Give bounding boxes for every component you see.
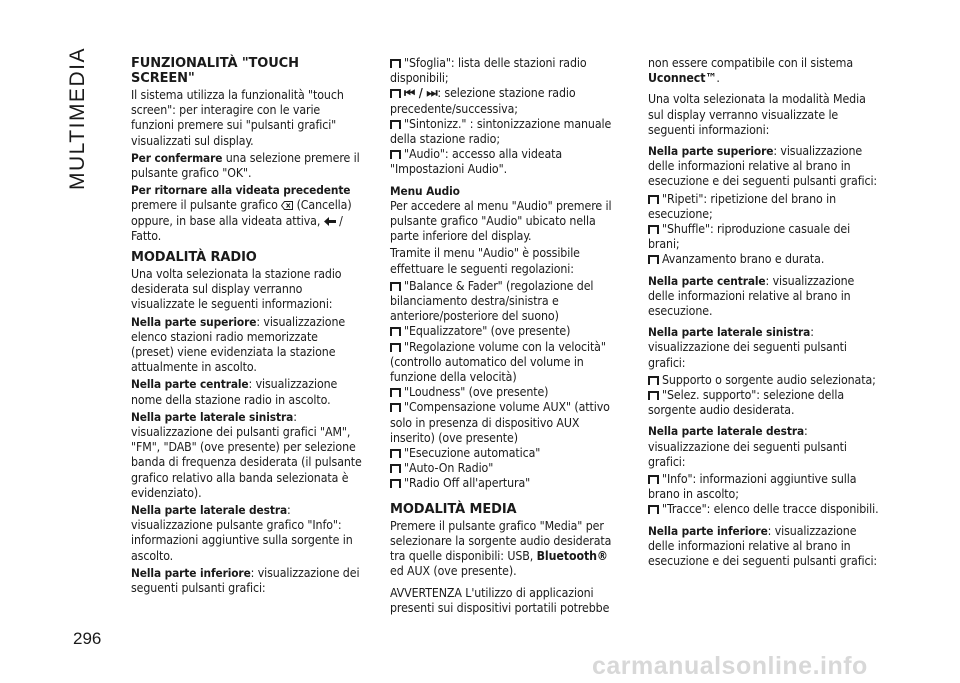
paragraph-warning: AVVERTENZA L'utilizzo di applicazioni presenti sui dispositivi portatili potrebbe bbox=[390, 585, 610, 615]
list-item-text: : selezione stazione radio precedente/successiva; bbox=[390, 86, 576, 116]
list-item-source bbox=[648, 373, 880, 388]
list-item-text: "Audio": accesso alla videata "Impostazioni Audio". bbox=[390, 147, 563, 177]
list-item-aux-volume bbox=[390, 400, 620, 446]
paragraph-radio-intro: Una volta selezionata la stazione radio desiderata sul display verranno visualizzate le seguenti informazioni: bbox=[131, 267, 342, 312]
list-item-progress bbox=[648, 252, 880, 267]
bullet-icon bbox=[648, 193, 659, 202]
label-radio-center: Nella parte centrale bbox=[131, 377, 249, 392]
prev-next-icons: ⏮ / ⏭ bbox=[404, 86, 438, 101]
text-compat-b: . bbox=[716, 71, 720, 86]
paragraph-audio-access: Per accedere al menu "Audio" premere il pulsante grafico "Audio" ubicato nella parte inferiore del display. bbox=[390, 198, 612, 244]
bullet-icon bbox=[390, 477, 401, 486]
list-item-text: "Loudness" (ove presente) bbox=[404, 385, 549, 400]
heading-radio-mode: MODALITÀ RADIO bbox=[131, 250, 257, 266]
text-radio-upper: : visualizzazione elenco stazioni radio memorizzate (preset) viene evidenziata la stazione attualmente in ascolto. bbox=[131, 314, 346, 375]
text-back-c: / Fatto. bbox=[131, 213, 343, 243]
list-item-text: "Regolazione volume con la velocità" (controllo automatico del volume in funzione della velocità) bbox=[390, 339, 606, 385]
bullet-icon bbox=[648, 389, 659, 398]
paragraph-compat bbox=[648, 56, 880, 86]
list-item-balance bbox=[390, 279, 620, 325]
label-media-left: Nella parte laterale sinistra bbox=[648, 325, 811, 340]
list-item-select-source bbox=[648, 388, 880, 418]
cancel-icon bbox=[281, 198, 293, 212]
column-1 bbox=[131, 56, 363, 598]
text-confirm: una selezione premere il pulsante grafico "OK". bbox=[131, 150, 360, 181]
list-item-radio-off bbox=[390, 476, 620, 491]
text-uconnect: Uconnect™ bbox=[648, 71, 717, 86]
list-item-text: "Selez. supporto": selezione della sorgente audio desiderata. bbox=[648, 388, 845, 418]
text-media-a: Premere il pulsante grafico "Media" per selezionare la sorgente audio desiderata tra quelle disponibili: USB, bbox=[390, 518, 612, 564]
text-bluetooth: Bluetooth® bbox=[536, 549, 608, 564]
paragraph-touch-intro: Il sistema utilizza la funzionalità "touch screen": per interagire con le varie funzioni premere sui "pulsanti grafici" visualizzati sul display. bbox=[131, 88, 344, 148]
list-item-tracks bbox=[648, 502, 880, 517]
paragraph-confirm bbox=[131, 151, 363, 181]
list-item-text: "Ripeti": ripetizione del brano in esecuzione; bbox=[648, 191, 837, 221]
text-compat-a: non essere compatibile con il sistema bbox=[648, 56, 854, 70]
list-item-prev-next bbox=[390, 86, 620, 116]
list-item-repeat bbox=[648, 192, 880, 222]
list-item-tune bbox=[390, 117, 620, 147]
list-item-speed-volume bbox=[390, 340, 620, 386]
paragraph-radio-lower bbox=[131, 566, 363, 596]
label-media-right: Nella parte laterale destra bbox=[648, 424, 805, 439]
bullet-icon bbox=[390, 401, 401, 410]
heading-touch-screen: FUNZIONALITÀ "TOUCH SCREEN" bbox=[131, 56, 299, 86]
heading-media-mode: MODALITÀ MEDIA bbox=[390, 501, 517, 517]
paragraph-media-select bbox=[390, 519, 620, 580]
bullet-icon bbox=[390, 57, 401, 66]
page-number: 296 bbox=[73, 629, 102, 648]
label-back: Per ritornare alla videata precedente bbox=[131, 183, 351, 198]
text-radio-center: : visualizzazione nome della stazione radio in ascolto. bbox=[131, 377, 338, 407]
list-item-text: "Tracce": elenco delle tracce disponibili. bbox=[662, 502, 879, 517]
list-item-text: "Compensazione volume AUX" (attivo solo in presenza di dispositivo AUX inserito) (ove presente) bbox=[390, 400, 610, 445]
list-item-text: "Balance & Fader" (regolazione del bilanciamento destra/sinistra e anteriore/posteriore del suono) bbox=[390, 278, 594, 324]
text-media-left: : visualizzazione dei seguenti pulsanti grafici: bbox=[648, 325, 847, 370]
paragraph-radio-right bbox=[131, 503, 363, 564]
text-radio-right: : visualizzazione pulsante grafico "Info": informazioni aggiuntive sulla sorgente in ascolto. bbox=[131, 503, 353, 563]
bullet-icon bbox=[390, 87, 401, 96]
list-item-text: "Esecuzione automatica" bbox=[404, 446, 541, 461]
list-item-info bbox=[648, 472, 880, 502]
paragraph-media-lower bbox=[648, 524, 880, 570]
section-side-title: MULTIMEDIA bbox=[66, 47, 89, 190]
bullet-icon bbox=[390, 325, 401, 334]
bullet-icon bbox=[390, 280, 401, 289]
paragraph-radio-left bbox=[131, 410, 363, 501]
bullet-icon bbox=[390, 148, 401, 157]
paragraph-audio-settings: Tramite il menu "Audio" è possibile effettuare le seguenti regolazioni: bbox=[390, 246, 580, 276]
list-item-auto-on-radio bbox=[390, 461, 620, 476]
paragraph-media-upper bbox=[648, 144, 880, 190]
list-item-audio bbox=[390, 147, 620, 177]
list-item-autoplay bbox=[390, 446, 620, 461]
bullet-icon bbox=[648, 374, 659, 383]
bullet-icon bbox=[390, 341, 401, 350]
paragraph-back bbox=[131, 183, 363, 244]
list-item-shuffle bbox=[648, 222, 880, 252]
text-media-right: : visualizzazione dei seguenti pulsanti grafici: bbox=[648, 424, 847, 469]
heading-menu-audio: Menu Audio bbox=[390, 183, 460, 198]
bullet-icon bbox=[390, 447, 401, 456]
text-media-center: : visualizzazione delle informazioni relative al brano in esecuzione. bbox=[648, 273, 855, 319]
footer-watermark: carmanualsonline.info bbox=[592, 652, 868, 680]
column-2 bbox=[390, 56, 620, 618]
list-item-text: Supporto o sorgente audio selezionata; bbox=[662, 372, 876, 387]
bullet-icon bbox=[648, 503, 659, 512]
bullet-icon bbox=[390, 118, 401, 127]
label-radio-upper: Nella parte superiore bbox=[131, 314, 257, 329]
paragraph-media-right bbox=[648, 424, 880, 470]
list-item-text: "Shuffle": riproduzione casuale dei brani; bbox=[648, 222, 851, 252]
label-media-center: Nella parte centrale bbox=[648, 273, 766, 288]
list-item-loudness bbox=[390, 385, 620, 400]
text-back-b: (Cancella) oppure, in base alla videata attiva, bbox=[131, 198, 352, 228]
list-item-text: "Equalizzatore" (ove presente) bbox=[404, 324, 571, 339]
bullet-icon bbox=[648, 253, 659, 262]
text-media-upper: : visualizzazione delle informazioni relative al brano in esecuzione e dei seguenti pulsanti grafici: bbox=[648, 144, 878, 189]
list-item-text: "Radio Off all'apertura" bbox=[404, 476, 531, 491]
bullet-icon bbox=[390, 386, 401, 395]
back-arrow-icon bbox=[324, 214, 336, 228]
text-media-b: ed AUX (ove presente). bbox=[390, 564, 517, 579]
bullet-icon bbox=[648, 473, 659, 482]
list-item-text: "Sfoglia": lista delle stazioni radio disponibili; bbox=[390, 56, 587, 86]
text-radio-lower: : visualizzazione dei seguenti pulsanti grafici: bbox=[131, 565, 360, 596]
label-media-upper: Nella parte superiore bbox=[648, 144, 774, 159]
label-media-lower: Nella parte inferiore bbox=[648, 523, 768, 538]
bullet-icon bbox=[390, 462, 401, 471]
list-item-text: "Auto-On Radio" bbox=[404, 461, 494, 476]
label-confirm: Per confermare bbox=[131, 150, 223, 165]
paragraph-media-left bbox=[648, 325, 880, 371]
text-radio-left: : visualizzazione dei pulsanti grafici "AM", "FM", "DAB" (ove presente) per selezione banda di frequenza desiderata (il pulsante grafico relativo alla banda selezionata è evidenziato). bbox=[131, 409, 362, 500]
list-item-text: "Info": informazioni aggiuntive sulla brano in ascolto; bbox=[648, 472, 857, 502]
column-3 bbox=[648, 56, 880, 571]
text-media-lower: : visualizzazione delle informazioni relative al brano in esecuzione e dei seguenti pulsanti grafici: bbox=[648, 523, 878, 569]
list-item-equalizer bbox=[390, 324, 620, 339]
paragraph-media-intro: Una volta selezionata la modalità Media sul display verranno visualizzate le seguenti informazioni: bbox=[648, 92, 866, 137]
list-item-text: "Sintonizz." : sintonizzazione manuale della stazione radio; bbox=[390, 116, 612, 147]
bullet-icon bbox=[648, 223, 659, 232]
list-item-text: Avanzamento brano e durata. bbox=[662, 252, 825, 267]
label-radio-right: Nella parte laterale destra bbox=[131, 503, 288, 518]
text-back-a: premere il pulsante grafico bbox=[131, 198, 282, 213]
label-radio-left: Nella parte laterale sinistra bbox=[131, 409, 294, 424]
paragraph-media-center bbox=[648, 274, 880, 320]
paragraph-radio-center bbox=[131, 377, 363, 407]
label-radio-lower: Nella parte inferiore bbox=[131, 565, 251, 580]
paragraph-radio-upper bbox=[131, 315, 363, 376]
list-item-browse bbox=[390, 56, 620, 86]
